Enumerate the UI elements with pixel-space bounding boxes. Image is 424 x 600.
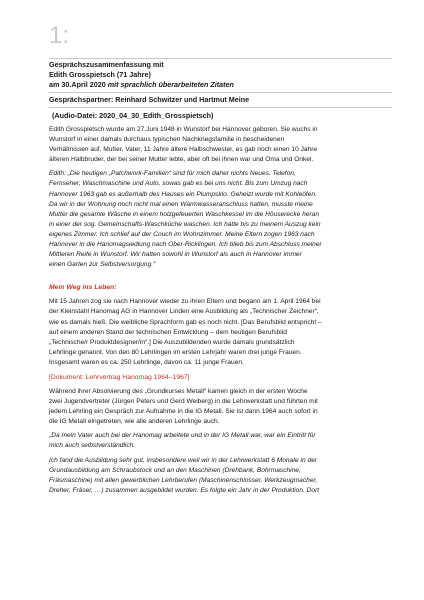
document-reference: [Dokument: Lehrvertrag Hanomag 1964–1967] bbox=[49, 373, 190, 381]
header-title: Gesprächszusammenfassung mit bbox=[49, 60, 164, 69]
text-line: älteren Halbbruder, der bei seiner Mutter lebte, aber oft bei ihnen war und Oma und Onkel. bbox=[49, 156, 314, 164]
header-person: Edith Grosspietsch (71 Jahre) bbox=[49, 70, 151, 79]
text-line: Wunstorf in einer damals durchaus typischen Nachkriegsfamilie in bescheidenen bbox=[49, 136, 285, 144]
quote-paragraph-training bbox=[49, 456, 392, 496]
text-line: Während ihrer Absolvierung des „Grundkurses Metall“ kamen gleich in der ersten Woche bbox=[49, 387, 308, 395]
intro-paragraph bbox=[49, 125, 392, 165]
text-line: Fernseher, Waschmaschine und Auto, sowas gab es bei uns nicht. Bis zum Umzug nach bbox=[49, 180, 308, 188]
text-line: Verhältnissen auf. Mutter, Vater, 11 Jahre ältere Halbschwester, es gab noch einen 10 Jahre bbox=[49, 146, 318, 154]
text-line: Edith Grosspietsch wurde am 27.Juni 1948 in Wunstorf bei Hannover geboren. Sie wuchs in bbox=[49, 126, 318, 133]
text-line: „Da mein Vater auch bei der Hanomag arbeitete und in der IG Metall war, war ein Eintritt für bbox=[49, 432, 316, 440]
text-line: mich auch selbstverständlich. bbox=[49, 442, 136, 450]
text-line: Insgesamt waren es ca. 250 Lehrlinge, davon ca. 11 junge Frauen. bbox=[49, 358, 244, 366]
quote-paragraph-union bbox=[49, 431, 392, 451]
header-partners: Gesprächspartner: Reinhard Schwitzer und Hartmut Meine bbox=[49, 93, 392, 108]
text-line: Mit 15 Jahren zog sie nach Hannover wieder zu ihren Eltern und begann am 1. April 1964 bei bbox=[49, 298, 321, 306]
text-line: einen Garten zur Selbstversorgung.“ bbox=[49, 261, 156, 269]
text-line: „Technische/r Produktdesigner/in“.] Die Auszubildenden wurde damals grundsätzlich bbox=[49, 338, 295, 346]
text-line: Fräsmaschine) mit allen gewerblichen Lehrberufen (Maschinenschlosser, Werkzeugmacher, bbox=[49, 476, 318, 484]
text-line: Mutter die gesamte Wäsche in einem holzgefeuerten Waschkessel im die Höuserecke heran bbox=[49, 210, 319, 218]
text-line: zwei Jugendvertreter (Jürgen Peters und Gerd Weiberg) in die Lehrwerkstatt und führten mit bbox=[49, 398, 318, 406]
header-note: mit sprachlich überarbeiteten Zitaten bbox=[107, 80, 234, 89]
text-line: Da wir in der Wohnung noch nicht mal einen Warmwasseranschluss hatten, musste meine bbox=[49, 200, 313, 208]
text-line: Grundausbildung am Schraubstock und an den Maschinen (Drehbank, Bohrmaschine, bbox=[49, 466, 301, 474]
audio-file-label: (Audio-Datei: 2020_04_30_Edith_Grosspietsch) bbox=[52, 111, 214, 120]
text-line: jedem Lehrling ein Gespräch zur Aufnahme in die IG Metall. Sie ist dann 1964 auch sofort in bbox=[49, 408, 318, 416]
text-line: in einer der sog. Gemeinschafts-Waschküche waschen. Ich hatte bis zu meinem Auszug kein bbox=[49, 220, 321, 228]
text-line: der Kleinstahl Hanomag AG in Hannover Linden eine Ausbildung als „Technischer Zeichner“, bbox=[49, 308, 319, 316]
text-line: Hannover in die Hanomagsiedlung nach Ober-Ricklingen. Ich blieb bis zum Abschluss meiner bbox=[49, 241, 322, 249]
apprenticeship-paragraph bbox=[49, 297, 392, 368]
page-content bbox=[49, 58, 392, 496]
quote-paragraph-family bbox=[49, 169, 392, 270]
text-line: Lehrlinge genannt. Von den 80 Lehrlingen im ersten Lehrjahr waren drei junge Frauen. bbox=[49, 348, 302, 356]
section-heading: Mein Weg ins Leben: bbox=[49, 284, 117, 292]
header-date-text: am 30.April 2020 bbox=[49, 80, 108, 89]
text-line: Mittleren Reife in Wunstorf. Wir hatten sowohl in Wunstorf als auch in Hannover immer bbox=[49, 251, 302, 259]
document-header bbox=[49, 58, 392, 93]
text-line: Ich fand die Ausbildung sehr gut, insbesondere weil wir in der Lehrwerkstatt 6 Monate in der bbox=[49, 456, 318, 464]
header-date bbox=[49, 80, 392, 90]
text-line: wie es damals hieß. Die weibliche Sprachform gab es noch nicht. [Das Berufsbild entspricht – bbox=[49, 318, 322, 326]
text-line: die IG Metall eingetreten, wie alle anderen Lehrlinge auch. bbox=[49, 418, 220, 426]
union-paragraph bbox=[49, 387, 392, 427]
text-line: Edith: „Die heutigen „Patchwork-Familien“ sind für mich daher nichts Neues. Telefon, bbox=[49, 170, 296, 178]
text-line: eigenes Zimmer. Ich schlief auf der Couch im Wohnzimmer. Meine Eltern zogen 1963 nach bbox=[49, 230, 315, 238]
text-line: Dreher, Fräser, …) zusammen ausgebildet wurden. Es folgte ein Jahr in der Produktion. Dort bbox=[49, 486, 320, 494]
page-number: 1: bbox=[49, 22, 70, 49]
text-line: Hannover 1963 gab es außerhalb des Hauses ein Plumpsklo. Geheizt wurde mit Kohleöfen. bbox=[49, 190, 317, 198]
text-line: auf einem anderen Stand der technischen Entwicklung – dem heutigen Berufsbild bbox=[49, 328, 287, 336]
